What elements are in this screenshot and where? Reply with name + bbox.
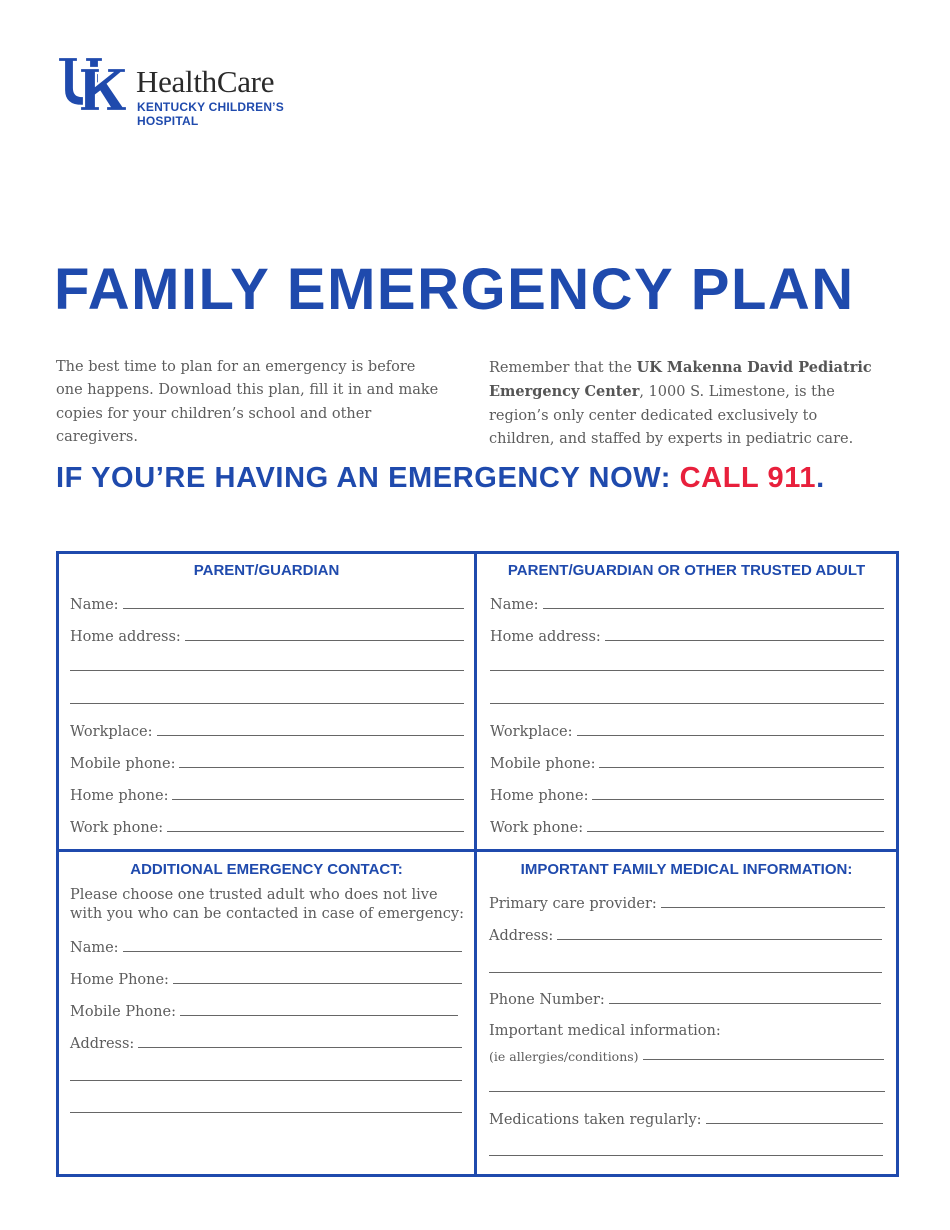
field-label: Work phone: (490, 820, 584, 836)
guardian-workplace-field[interactable] (70, 720, 464, 740)
field-label: Address: (70, 1036, 135, 1052)
guardian2-home-phone-field[interactable] (490, 784, 884, 804)
hospital-name (137, 100, 284, 128)
field-label: Workplace: (70, 724, 153, 740)
fill-line[interactable] (661, 907, 885, 908)
fill-line[interactable] (592, 799, 884, 800)
fill-line[interactable] (180, 1015, 458, 1016)
guardian2-name-field[interactable] (490, 593, 884, 613)
fill-line[interactable] (138, 1047, 462, 1048)
section-heading-guardian: PARENT/GUARDIAN (193, 562, 340, 579)
fill-line[interactable] (123, 608, 464, 609)
guardian2-mobile-phone-field[interactable] (490, 752, 884, 772)
field-label: Important medical information: (489, 1023, 721, 1039)
medical-address-field[interactable] (489, 924, 882, 944)
field-label: Name: (490, 597, 539, 613)
hospital-name-line2: HOSPITAL (137, 114, 199, 128)
field-label: Address: (489, 928, 554, 944)
emergency-text: IF YOU’RE HAVING AN EMERGENCY NOW: (56, 462, 680, 494)
fill-line[interactable] (587, 831, 884, 832)
guardian-address-line-3[interactable] (70, 703, 464, 704)
fill-line[interactable] (185, 640, 464, 641)
guardian2-address-line-3[interactable] (490, 703, 884, 704)
uk-logo-icon (56, 54, 128, 114)
field-label: Phone Number: (489, 992, 605, 1008)
guardian-name-field[interactable] (70, 593, 464, 613)
contact-address-line-3[interactable] (70, 1112, 462, 1113)
section-heading-guardian2: PARENT/GUARDIAN OR OTHER TRUSTED ADULT (507, 562, 866, 579)
brand-name: HealthCare (136, 64, 275, 99)
fill-line[interactable] (172, 799, 464, 800)
fill-line[interactable] (543, 608, 884, 609)
contact-name-field[interactable] (70, 936, 462, 956)
primary-care-field[interactable] (489, 892, 885, 912)
emergency-period: . (816, 462, 825, 494)
field-label: Home Phone: (70, 972, 169, 988)
fill-line[interactable] (605, 640, 884, 641)
grid-divider-horizontal (56, 849, 899, 852)
field-label: Primary care provider: (489, 896, 657, 912)
guardian-work-phone-field[interactable] (70, 816, 464, 836)
section-heading-contact: ADDITIONAL EMERGENCY CONTACT: (130, 861, 403, 878)
fill-line[interactable] (643, 1059, 884, 1060)
fill-line[interactable] (179, 767, 464, 768)
field-label: Workplace: (490, 724, 573, 740)
intro-right-paragraph (489, 356, 879, 451)
medical-address-line-2[interactable] (489, 972, 882, 973)
intro-left-paragraph: The best time to plan for an emergency is before one happens. Download this plan, fill it in and make copies for your children’s school and other caregivers. (56, 359, 439, 445)
fill-line[interactable] (167, 831, 464, 832)
guardian-mobile-phone-field[interactable] (70, 752, 464, 772)
fill-line[interactable] (599, 767, 884, 768)
field-label: Home address: (490, 629, 601, 645)
fill-line[interactable] (706, 1123, 883, 1124)
fill-line[interactable] (577, 735, 884, 736)
field-label: Home phone: (490, 788, 589, 804)
fill-line[interactable] (557, 939, 882, 940)
field-label: Mobile phone: (70, 756, 176, 772)
fill-line[interactable] (123, 951, 462, 952)
guardian-address-line-2[interactable] (70, 670, 464, 671)
guardian2-workplace-field[interactable] (490, 720, 884, 740)
emergency-center-name: UK Makenna David Pediatric Emergency Center (489, 359, 872, 401)
fill-line[interactable] (609, 1003, 881, 1004)
guardian-home-phone-field[interactable] (70, 784, 464, 804)
medical-info-line-2[interactable] (489, 1091, 885, 1092)
emergency-banner (56, 462, 825, 495)
field-label: Mobile Phone: (70, 1004, 176, 1020)
contact-instructions: Please choose one trusted adult who does not live with you who can be contacted in case of emergency: (70, 887, 464, 922)
guardian2-home-address-field[interactable] (490, 625, 884, 645)
page-title: FAMILY EMERGENCY PLAN (54, 257, 855, 322)
section-heading-medical: IMPORTANT FAMILY MEDICAL INFORMATION: (520, 861, 853, 878)
call-911: CALL 911 (679, 462, 817, 494)
intro-right-post: , 1000 S. Limestone, is the region’s only center dedicated exclusively to children, and staffed by experts in pediatric care. (489, 384, 854, 447)
guardian-home-address-field[interactable] (70, 625, 464, 645)
contact-address-field[interactable] (70, 1032, 462, 1052)
medical-phone-field[interactable] (489, 988, 881, 1008)
field-label: Name: (70, 940, 119, 956)
logo (56, 54, 316, 130)
field-label: Name: (70, 597, 119, 613)
hospital-name-line1: KENTUCKY CHILDREN’S (137, 100, 284, 114)
field-label: Work phone: (70, 820, 164, 836)
medications-field[interactable] (489, 1108, 883, 1128)
allergies-conditions-field[interactable] (489, 1044, 884, 1064)
contact-home-phone-field[interactable] (70, 968, 462, 988)
medications-line-2[interactable] (489, 1155, 883, 1156)
field-label: Medications taken regularly: (489, 1112, 702, 1128)
contact-address-line-2[interactable] (70, 1080, 462, 1081)
guardian2-work-phone-field[interactable] (490, 816, 884, 836)
field-label: Home phone: (70, 788, 169, 804)
field-label: Home address: (70, 629, 181, 645)
important-medical-info-label (489, 1019, 885, 1039)
guardian2-address-line-2[interactable] (490, 670, 884, 671)
field-label: (ie allergies/conditions) (489, 1049, 639, 1064)
fill-line[interactable] (173, 983, 462, 984)
fill-line[interactable] (157, 735, 464, 736)
intro-right-pre: Remember that the (489, 360, 637, 376)
field-label: Mobile phone: (490, 756, 596, 772)
contact-mobile-phone-field[interactable] (70, 1000, 458, 1020)
